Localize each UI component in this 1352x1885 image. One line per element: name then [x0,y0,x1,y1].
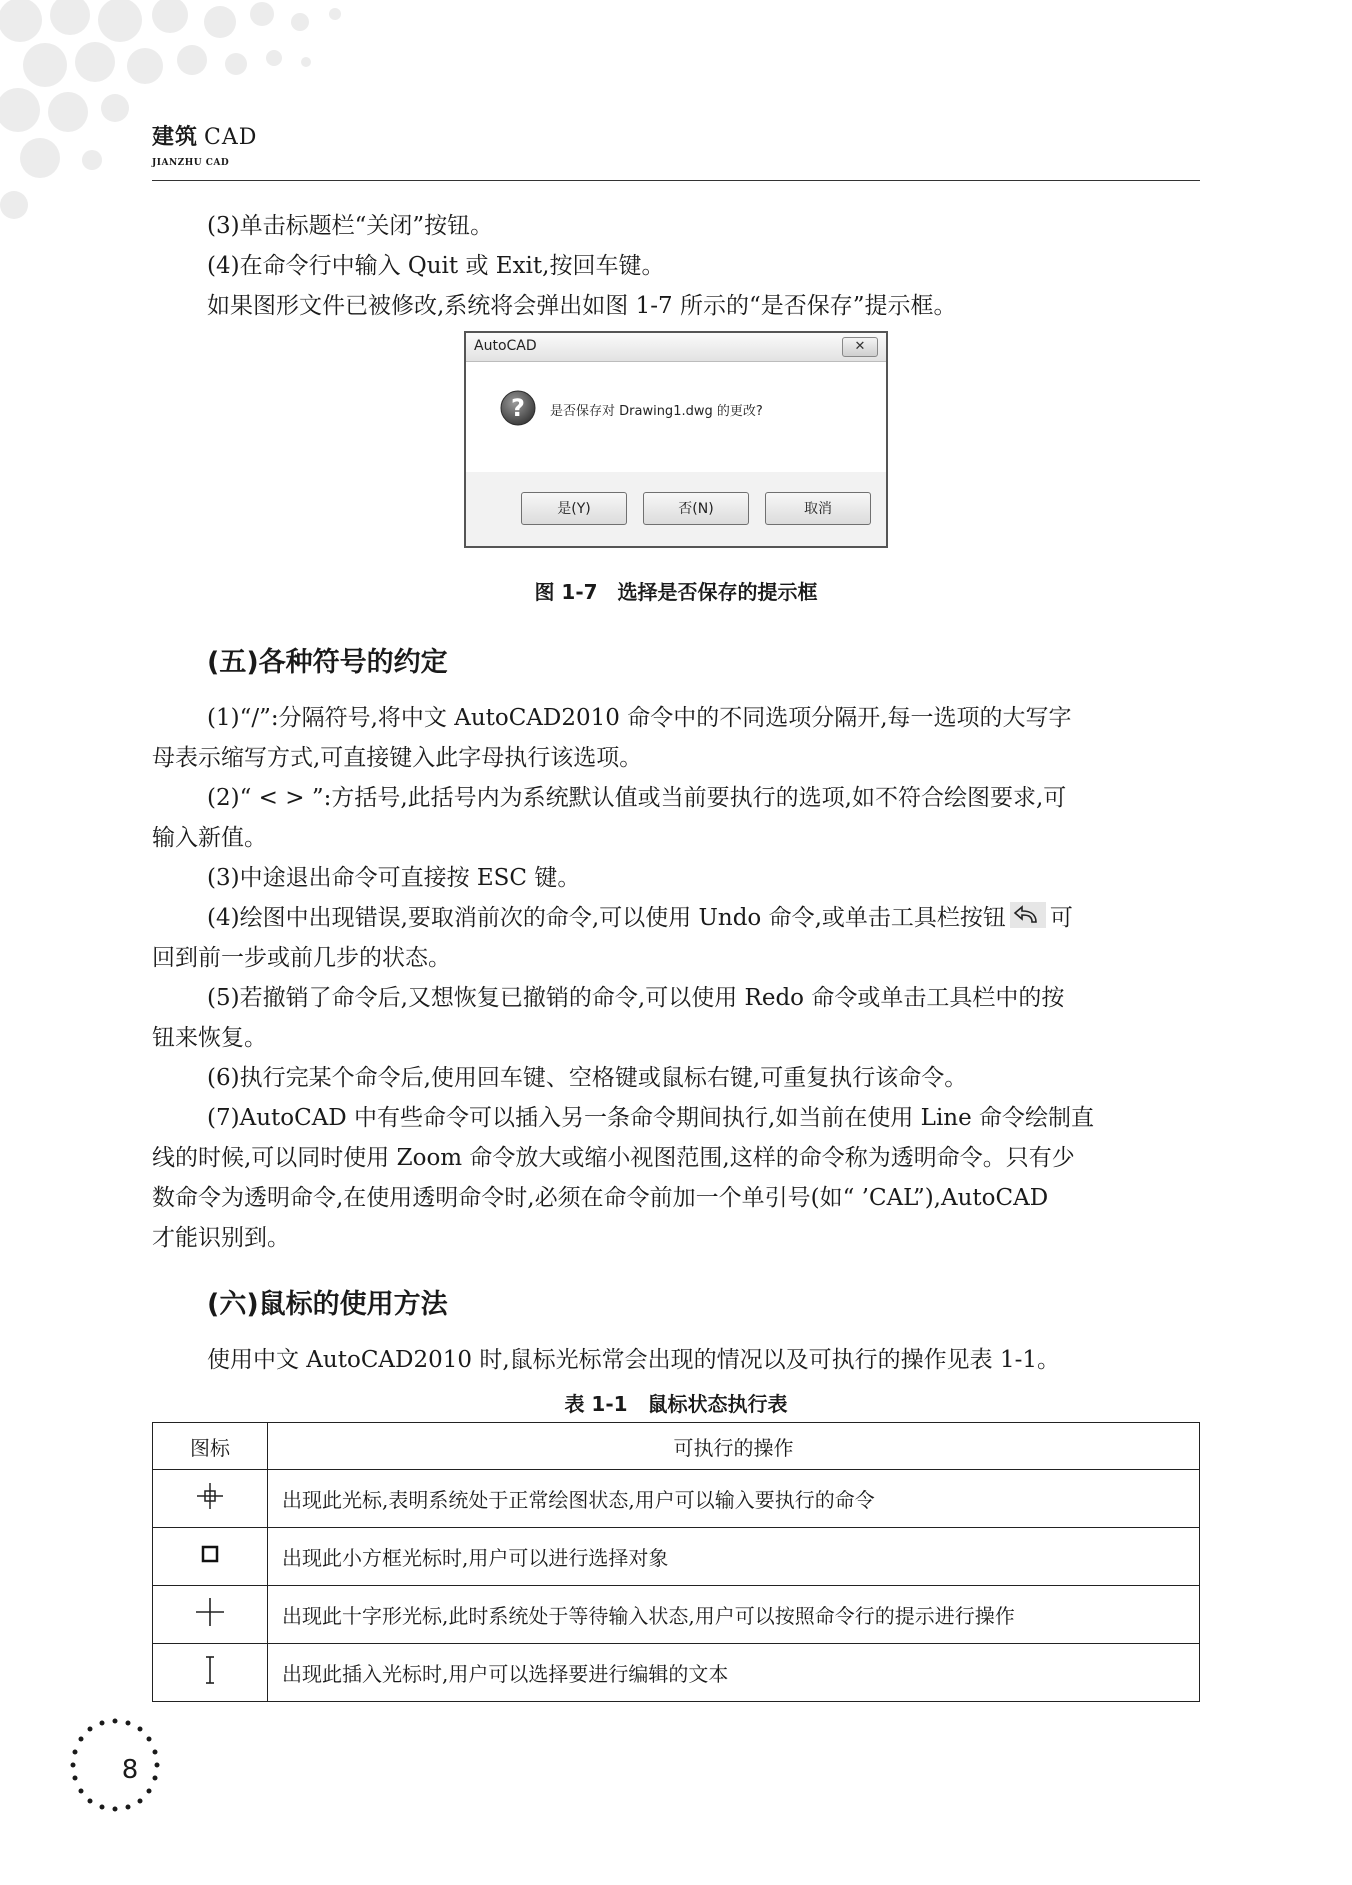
rule-4-line-1 [207,898,1073,938]
intro-note: 如果图形文件已被修改,系统将会弹出如图 1-7 所示的“是否保存”提示框。 [207,293,957,319]
dialog-titlebar [466,333,886,362]
save-prompt-dialog [464,331,888,548]
rule-7-line-1: (7)AutoCAD 中有些命令可以插入另一条命令期间执行,如当前在使用 Line 命令绘制直 [207,1105,1095,1131]
header-title-cad: CAD [204,125,258,150]
rule-4-line-2: 回到前一步或前几步的状态。 [152,945,451,971]
header-title-cn: 建筑 [152,124,199,150]
undo-icon [1010,902,1046,928]
header-rule [152,180,1200,181]
rule-6: (6)执行完某个命令后,使用回车键、空格键或鼠标右键,可重复执行该命令。 [207,1065,968,1091]
table-row [153,1528,1200,1586]
no-button[interactable]: 否(N) [643,492,749,525]
rule-5-line-1: (5)若撤销了命令后,又想恢复已撤销的命令,可以使用 Redo 命令或单击工具栏中的按 [207,985,1065,1011]
rule-2-line-2: 输入新值。 [152,825,267,851]
section-5-title: (五)各种符号的约定 [207,647,448,678]
pickbox-icon [199,1543,221,1565]
question-icon [500,390,536,426]
header-dot-decoration [0,0,400,230]
table-caption: 表 1-1 鼠标状态执行表 [564,1392,788,1416]
table-cell-action: 出现此插入光标时,用户可以选择要进行编辑的文本 [268,1644,1200,1702]
table-row [153,1470,1200,1528]
rule-3: (3)中途退出命令可直接按 ESC 键。 [207,865,581,891]
table-icon-cell [153,1586,268,1644]
intro-item-4: (4)在命令行中输入 Quit 或 Exit,按回车键。 [207,253,665,279]
intro-item-3: (3)单击标题栏“关闭”按钮。 [207,213,494,239]
rule-7-line-3: 数命令为透明命令,在使用透明命令时,必须在命令前加一个单引号(如“ ’CAL”),AutoCAD [152,1185,1049,1211]
rule-4-text-b: 可 [1049,905,1073,931]
rule-2-line-1: (2)“ < > ”:方括号,此括号内为系统默认值或当前要执行的选项,如不符合绘图要求,可 [207,785,1067,811]
table-row [153,1586,1200,1644]
page-number: 8 [121,1755,139,1785]
rule-5-line-2: 钮来恢复。 [152,1025,267,1051]
table-row [153,1644,1200,1702]
table-header-icon: 图标 [153,1423,268,1470]
dialog-body [466,362,886,472]
table-cell-action: 出现此小方框光标时,用户可以进行选择对象 [268,1528,1200,1586]
figure-caption: 图 1-7 选择是否保存的提示框 [534,580,818,604]
svg-text:?: ? [511,394,525,422]
text-cursor-icon [202,1654,218,1686]
close-icon[interactable]: ✕ [842,337,878,357]
rule-4-text-a: (4)绘图中出现错误,要取消前次的命令,可以使用 Undo 命令,或单击工具栏按钮 [207,905,1006,931]
table-header-row [153,1423,1200,1470]
crosshair-icon [194,1596,226,1628]
table-header-action: 可执行的操作 [268,1423,1200,1470]
table-cell-action: 出现此光标,表明系统处于正常绘图状态,用户可以输入要执行的命令 [268,1470,1200,1528]
rule-1-line-1: (1)“/”:分隔符号,将中文 AutoCAD2010 命令中的不同选项分隔开,每一选项的大写字 [207,705,1072,731]
yes-button[interactable]: 是(Y) [521,492,627,525]
table-icon-cell [153,1470,268,1528]
cancel-button[interactable]: 取消 [765,492,871,525]
running-header-title [152,120,257,151]
section-6-title: (六)鼠标的使用方法 [207,1289,448,1320]
crosshair-pickbox-icon [195,1481,225,1511]
dialog-message: 是否保存对 Drawing1.dwg 的更改? [550,404,763,419]
table-icon-cell [153,1528,268,1586]
rule-7-line-4: 才能识别到。 [152,1225,290,1251]
running-header-subtitle: JIANZHU CAD [152,158,230,168]
mouse-state-table [152,1422,1200,1702]
rule-7-line-2: 线的时候,可以同时使用 Zoom 命令放大或缩小视图范围,这样的命令称为透明命令。只有少 [152,1145,1075,1171]
section-6-intro: 使用中文 AutoCAD2010 时,鼠标光标常会出现的情况以及可执行的操作见表 1-1。 [207,1347,1060,1373]
table-cell-action: 出现此十字形光标,此时系统处于等待输入状态,用户可以按照命令行的提示进行操作 [268,1586,1200,1644]
dialog-title: AutoCAD [474,338,537,354]
table-icon-cell [153,1644,268,1702]
rule-1-line-2: 母表示缩写方式,可直接键入此字母执行该选项。 [152,745,643,771]
